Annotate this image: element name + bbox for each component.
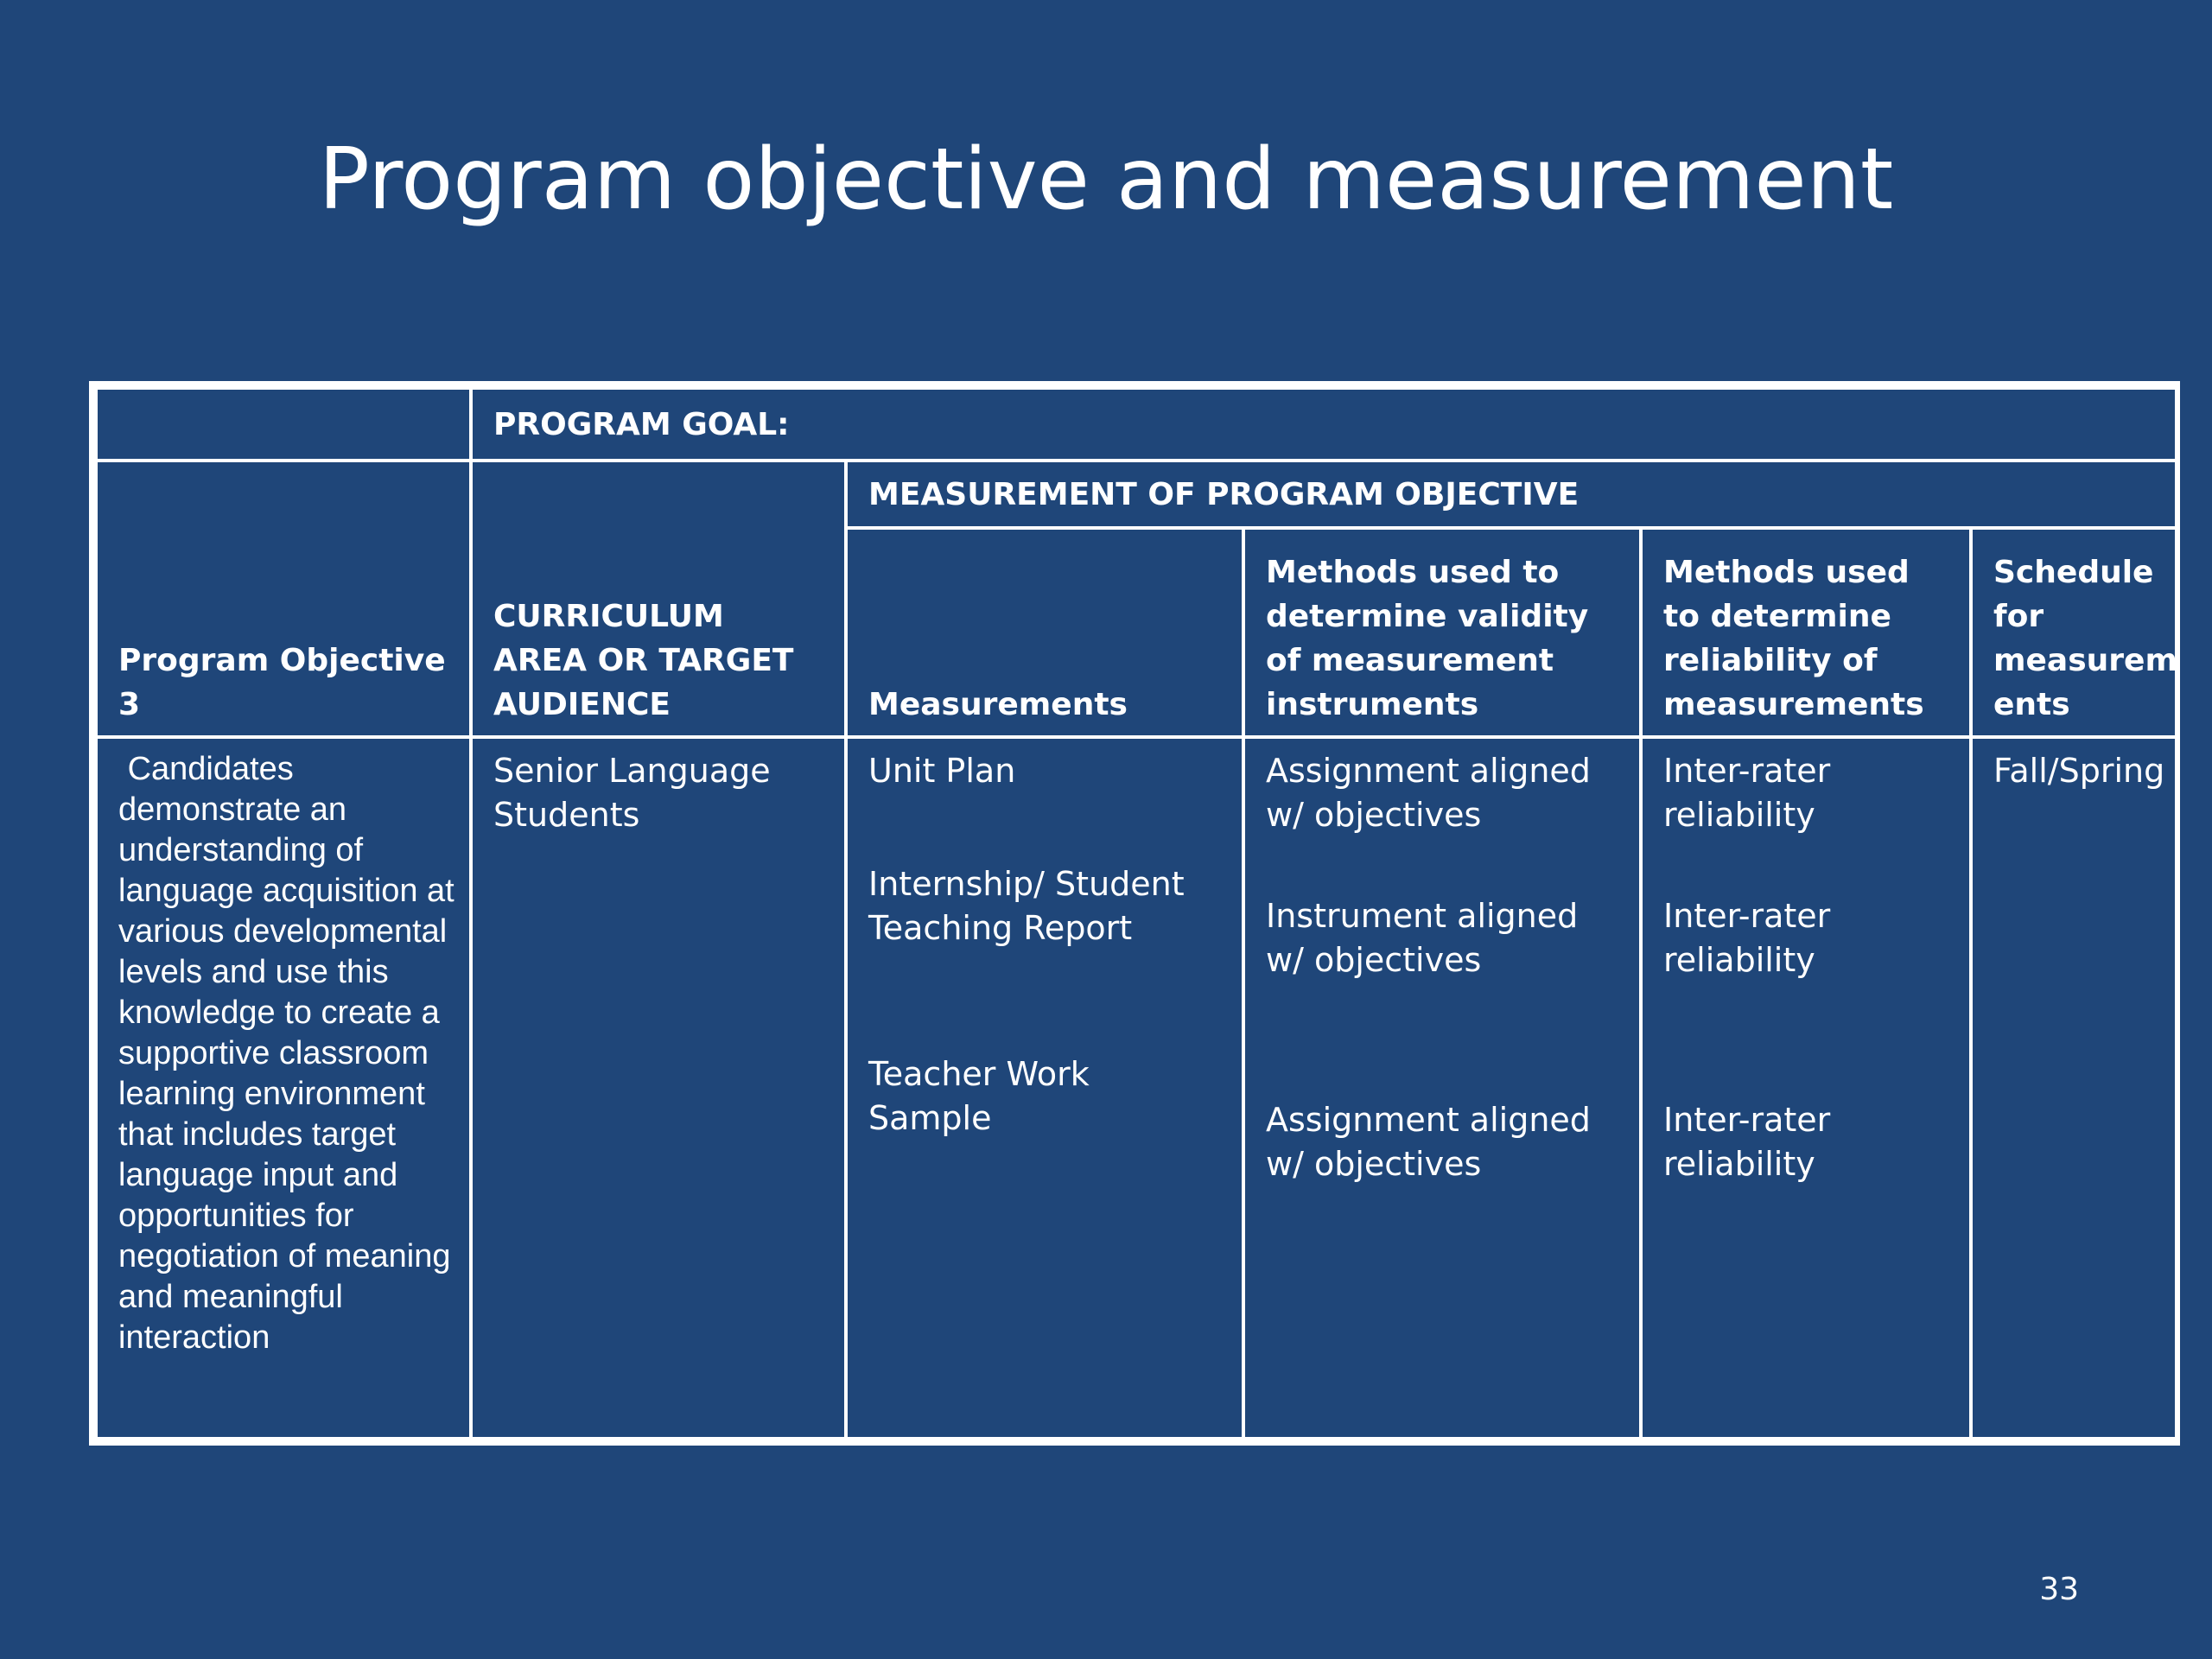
reliability-item: Inter-rater reliability	[1663, 897, 1831, 979]
measurements-cell	[846, 737, 1243, 1439]
curriculum-cell: Senior Language Students	[471, 737, 846, 1439]
validity-item: Assignment aligned w/ objectives	[1266, 1101, 1591, 1183]
column-header-validity: Methods used to determine validity of measurement instruments	[1243, 528, 1641, 737]
blank-corner-cell	[96, 388, 471, 461]
schedule-cell: Fall/Spring	[1971, 737, 2177, 1439]
reliability-item: Inter-rater reliability	[1663, 752, 1831, 834]
validity-item: Instrument aligned w/ objectives	[1266, 897, 1579, 979]
spacer	[868, 950, 1221, 1052]
reliability-cell	[1641, 737, 1971, 1439]
objective-measurement-table	[89, 381, 2180, 1446]
spacer	[1663, 982, 1948, 1098]
column-header-curriculum: CURRICULUM AREA OR TARGET AUDIENCE	[471, 461, 846, 737]
objective-description: Candidates demonstrate an understanding of language acquisition at various developmental levels and use this knowledge to create a supportive classroom learning environment that includes target language input and opportunities for negotiation of meaning and meaningful interaction	[96, 737, 471, 1439]
validity-item: Assignment aligned w/ objectives	[1266, 752, 1591, 834]
column-header-schedule: Schedule for measurem ents	[1971, 528, 2177, 737]
measurement-header: MEASUREMENT OF PROGRAM OBJECTIVE	[846, 461, 2177, 528]
page-number: 33	[2039, 1572, 2079, 1607]
measurement-item: Internship/ Student Teaching Report	[868, 865, 1185, 947]
spacer	[1266, 837, 1618, 894]
spacer	[1663, 837, 1948, 894]
column-header-objective: Program Objective 3	[96, 461, 471, 737]
spacer	[1266, 982, 1618, 1098]
program-goal-label: PROGRAM GOAL:	[471, 388, 2177, 461]
spacer	[868, 793, 1221, 862]
measurement-item: Teacher Work Sample	[868, 1055, 1090, 1137]
reliability-item: Inter-rater reliability	[1663, 1101, 1831, 1183]
slide-title: Program objective and measurement	[318, 130, 1894, 229]
measurement-item: Unit Plan	[868, 752, 1016, 790]
validity-cell	[1243, 737, 1641, 1439]
column-header-reliability: Methods used to determine reliability of measurements	[1641, 528, 1971, 737]
column-header-measurements: Measurements	[846, 528, 1243, 737]
